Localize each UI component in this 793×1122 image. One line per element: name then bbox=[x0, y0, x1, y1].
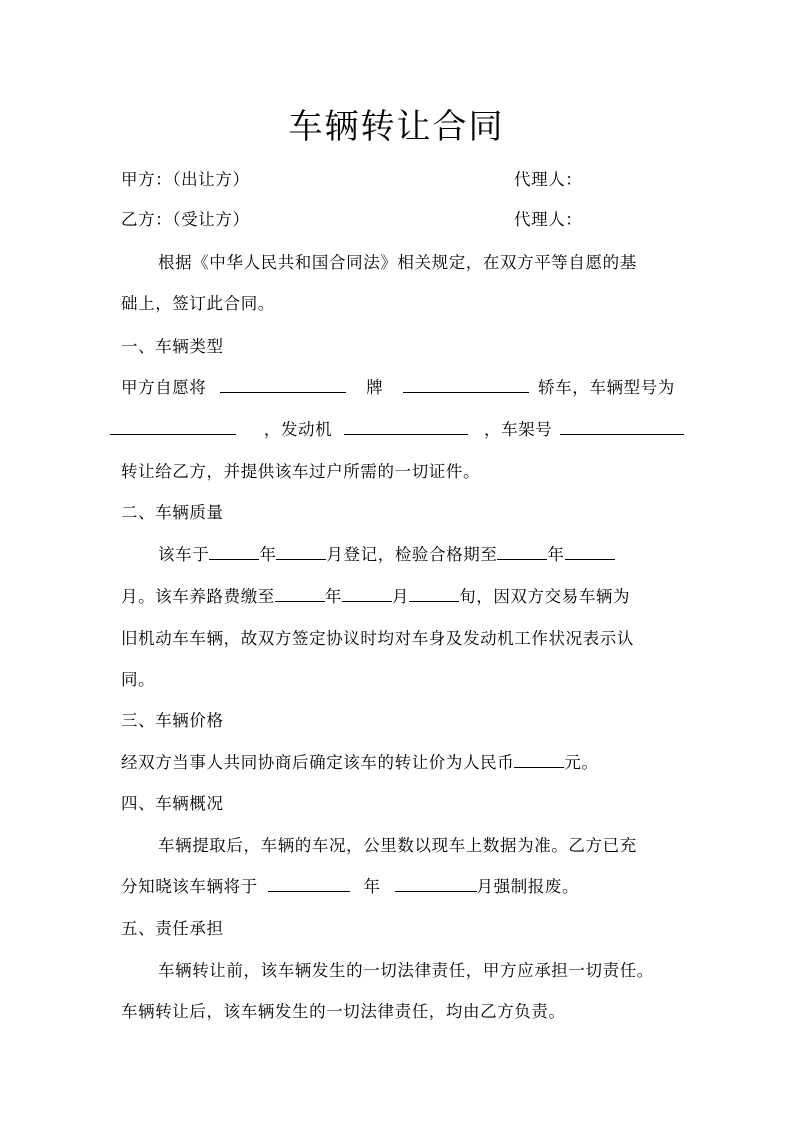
section-2-line-2: 月。该车养路费缴至 年 月 旬，因双方交易车辆为 bbox=[121, 587, 631, 606]
section-1-title: 一、车辆类型 bbox=[121, 337, 224, 356]
agent-a-label: 代理人： bbox=[514, 170, 583, 189]
fee-year-blank[interactable] bbox=[275, 585, 325, 602]
model-blank[interactable] bbox=[110, 418, 236, 435]
section-5-line-1: 车辆转让前，该车辆发生的一切法律责任，甲方应承担一切责任。 bbox=[158, 961, 654, 980]
intro-line-2: 础上，签订此合同。 bbox=[121, 294, 275, 313]
section-1-line-1: 甲方自愿将 牌 轿车，车辆型号为 bbox=[121, 378, 675, 397]
plate-blank[interactable] bbox=[220, 376, 346, 393]
party-a-label: 甲方：（出让方） bbox=[121, 170, 250, 189]
section-2-title: 二、车辆质量 bbox=[121, 503, 224, 522]
intro-line-1: 根据《中华人民共和国合同法》相关规定，在双方平等自愿的基 bbox=[158, 253, 637, 272]
scrap-month-blank[interactable] bbox=[395, 875, 477, 892]
section-4-line-2: 分知晓该车辆将于 年 月强制报废。 bbox=[121, 877, 580, 896]
valid-month-blank[interactable] bbox=[565, 543, 615, 560]
section-5-title: 五、责任承担 bbox=[121, 919, 224, 938]
section-2-line-1: 该车于 年 月登记，检验合格期至 年 bbox=[158, 543, 681, 567]
section-1-line-2: ，发动机 ，车架号 bbox=[110, 418, 681, 442]
party-b-label: 乙方：（受让方） bbox=[121, 210, 250, 229]
engine-blank[interactable] bbox=[344, 418, 468, 435]
valid-year-blank[interactable] bbox=[497, 543, 547, 560]
reg-month-blank[interactable] bbox=[276, 543, 326, 560]
section-4-title: 四、车辆概况 bbox=[121, 794, 224, 813]
reg-year-blank[interactable] bbox=[209, 543, 259, 560]
section-1-line-3: 转让给乙方，并提供该车过户所需的一切证件。 bbox=[121, 462, 481, 481]
fee-month-blank[interactable] bbox=[342, 585, 392, 602]
brand-blank[interactable] bbox=[403, 376, 529, 393]
section-4-line-1: 车辆提取后，车辆的车况，公里数以现车上数据为准。乙方已充 bbox=[158, 836, 637, 855]
scrap-year-blank[interactable] bbox=[268, 875, 350, 892]
page-title: 车辆转让合同 bbox=[288, 107, 505, 147]
section-3-title: 三、车辆价格 bbox=[121, 711, 224, 730]
price-blank[interactable] bbox=[514, 751, 564, 768]
agent-b-label: 代理人： bbox=[514, 210, 583, 229]
frame-number-blank[interactable] bbox=[560, 418, 684, 435]
section-2-line-3: 旧机动车车辆，故双方签定协议时均对车身及发动机工作状况表示认 bbox=[121, 629, 634, 648]
fee-period-blank[interactable] bbox=[409, 585, 459, 602]
section-2-line-4: 同。 bbox=[121, 670, 156, 689]
section-3-line-1: 经双方当事人共同协商后确定该车的转让价为人民币 元。 bbox=[121, 753, 599, 772]
section-5-line-2: 车辆转让后，该车辆发生的一切法律责任，均由乙方负责。 bbox=[121, 1002, 566, 1021]
